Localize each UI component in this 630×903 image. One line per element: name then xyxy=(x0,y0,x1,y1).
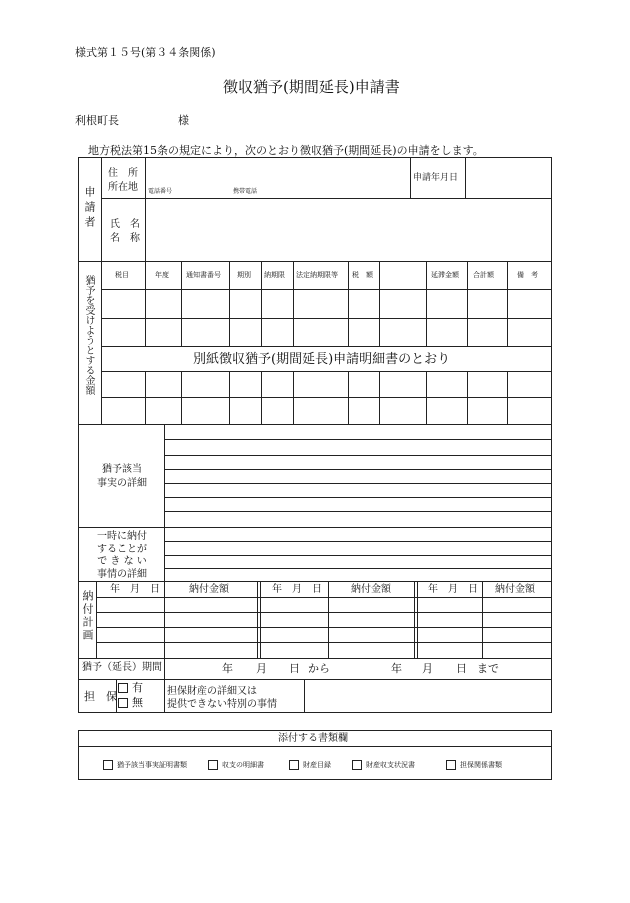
attachment-item-income-expense[interactable] xyxy=(208,760,264,770)
attachment-checkbox[interactable] xyxy=(446,760,456,770)
attachment-checkbox[interactable] xyxy=(352,760,362,770)
attachment-checkbox[interactable] xyxy=(208,760,218,770)
attachment-checkbox[interactable] xyxy=(289,760,299,770)
collateral-detail-label: 担保財産の詳細又は 提供できない特別の事情 xyxy=(167,686,277,710)
address-field[interactable] xyxy=(146,158,409,197)
plan-date-header-2: 年 月 日 xyxy=(272,584,322,595)
attachments-title: 添付する書類欄 xyxy=(278,733,348,744)
col-period: 期別 xyxy=(237,271,251,279)
phone-label: 電話番号 xyxy=(148,188,173,195)
amount-section-label: 猶予を受けようとする金額 xyxy=(83,275,94,395)
plan-amount-header-3: 納付金額 xyxy=(495,584,535,595)
col-due-date: 納期限 xyxy=(264,271,285,279)
reason-label: 一時に納付 することが で き な い 事情の詳細 xyxy=(97,531,147,580)
period-to-day: 日 xyxy=(456,662,467,675)
plan-section-label: 納付計画 xyxy=(81,590,94,642)
col-year: 年度 xyxy=(155,271,169,279)
facts-label: 猶予該当 事実の詳細 xyxy=(97,464,147,489)
col-notice-number: 通知書番号 xyxy=(186,271,221,279)
plan-amount-header-1: 納付金額 xyxy=(189,584,229,595)
addressee-honorific: 様 xyxy=(178,114,189,127)
period-to-year: 年 xyxy=(391,662,402,675)
amount-note: 別紙徴収猶予(期間延長)申請明細書のとおり xyxy=(193,352,451,367)
apply-date-field[interactable] xyxy=(466,158,551,197)
plan-amount-header-2: 納付金額 xyxy=(351,584,391,595)
collateral-yes-option[interactable] xyxy=(118,682,143,693)
page-title: 徴収猶予(期間延長)申請書 xyxy=(223,78,400,96)
col-legal-due-date: 法定納期限等 xyxy=(296,271,338,279)
attachment-label: 財産収支状況書 xyxy=(366,761,415,769)
attachment-item-facts-proof[interactable] xyxy=(103,760,187,770)
period-from-day: 日 xyxy=(289,662,300,675)
collateral-detail-field[interactable] xyxy=(305,680,551,712)
mobile-label: 携帯電話 xyxy=(233,188,258,195)
col-total: 合計額 xyxy=(473,271,494,279)
addressee: 利根町長 xyxy=(75,114,119,127)
col-tax-item: 税目 xyxy=(115,271,129,279)
name-label: 氏 名 名 称 xyxy=(110,219,140,244)
attachment-label: 収支の明細書 xyxy=(222,761,264,769)
address-label: 住 所 所在地 xyxy=(108,168,138,193)
col-remarks: 備 考 xyxy=(517,271,538,279)
facts-field[interactable] xyxy=(165,425,551,526)
name-field[interactable] xyxy=(146,199,551,260)
period-until: まで xyxy=(477,662,499,675)
period-label: 猶予（延長）期間 xyxy=(82,662,162,673)
period-from-month: 月 xyxy=(256,662,267,675)
apply-date-label: 申請年月日 xyxy=(413,173,459,183)
attachment-label: 担保関係書類 xyxy=(460,761,502,769)
attachment-label: 猶予該当事実証明書類 xyxy=(117,761,187,769)
collateral-no-checkbox[interactable] xyxy=(118,698,128,708)
intro-text: 地方税法第15条の規定により，次のとおり徴収猶予(期間延長)の申請をします。 xyxy=(88,144,484,157)
attachment-item-collateral-docs[interactable] xyxy=(446,760,502,770)
collateral-no-label: 無 xyxy=(132,696,143,709)
attachment-item-property-list[interactable] xyxy=(289,760,331,770)
form-number: 様式第１５号(第３４条関係) xyxy=(75,46,216,59)
collateral-yes-checkbox[interactable] xyxy=(118,683,128,693)
period-from-year: 年 xyxy=(222,662,233,675)
collateral-no-option[interactable] xyxy=(118,697,143,708)
period-from: から xyxy=(308,662,330,675)
period-to-month: 月 xyxy=(422,662,433,675)
collateral-label: 担 保 xyxy=(84,690,117,703)
plan-date-header-3: 年 月 日 xyxy=(428,584,478,595)
col-tax-amount: 税 額 xyxy=(352,271,373,279)
collateral-yes-label: 有 xyxy=(132,681,143,694)
attachment-item-property-status[interactable] xyxy=(352,760,415,770)
reason-field[interactable] xyxy=(165,528,551,580)
plan-date-header-1: 年 月 日 xyxy=(110,584,160,595)
applicant-section-label: 申請者 xyxy=(83,186,96,231)
attachment-label: 財産目録 xyxy=(303,761,331,769)
col-late-fee: 延滞金額 xyxy=(431,271,459,279)
attachment-checkbox[interactable] xyxy=(103,760,113,770)
